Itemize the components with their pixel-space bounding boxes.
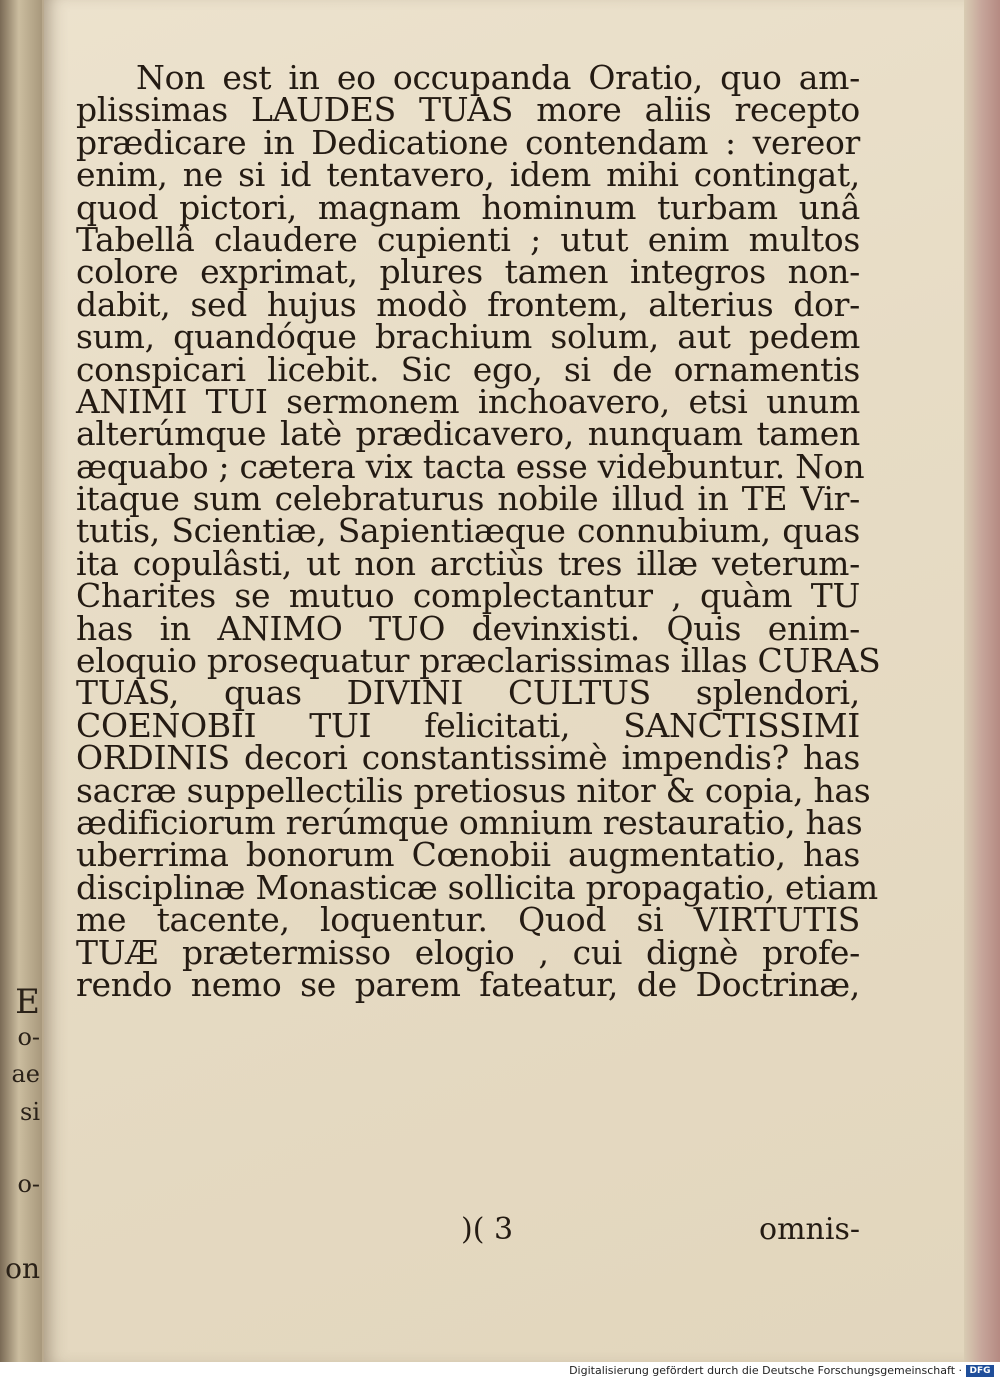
text-line: quod pictori, magnam hominum turbam unâ <box>76 187 860 227</box>
text-line: sum, quandóque brachium solum, aut pedem <box>76 317 860 357</box>
text-line: dabit, sed hujus modò frontem, alterius dor- <box>76 284 860 324</box>
text-line: æquabo ; cætera vix tacta esse videbuntur. Non <box>76 446 865 486</box>
body-text <box>76 58 881 1004</box>
text-line: conspicari licebit. Sic ego, si de ornamentis <box>76 349 860 389</box>
funding-credit: Digitalisierung gefördert durch die Deutsche Forschungsgemeinschaft · <box>569 1364 962 1377</box>
catchword: omnis- <box>759 1212 860 1247</box>
text-line: me tacente, loquentur. Quod si VIRTUTIS <box>76 900 860 940</box>
text-line: itaque sum celebraturus nobile illud in TE Vir- <box>76 479 860 519</box>
facing-page-edge <box>0 0 42 1362</box>
facing-page-fragment: o- <box>17 1170 40 1198</box>
facing-page-fragment: E <box>15 982 40 1022</box>
dfg-logo-icon: DFG <box>966 1365 994 1377</box>
text-line: ORDINIS decori constantissimè impendis? has <box>76 738 860 778</box>
page-footer <box>76 1212 860 1248</box>
text-line: has in ANIMO TUO devinxisti. Quis enim- <box>76 608 860 648</box>
page-edge-right <box>964 0 1000 1362</box>
text-line: tutis, Scientiæ, Sapientiæque connubium, quas <box>76 511 860 551</box>
text-line: rendo nemo se parem fateatur, de Doctrinæ, <box>76 964 860 1004</box>
facing-page-fragment: ae <box>11 1060 40 1088</box>
text-line: uberrima bonorum Cœnobii augmentatio, has <box>76 835 860 875</box>
text-line: ædificiorum rerúmque omnium restauratio, has <box>76 802 863 842</box>
credit-bar <box>0 1362 1000 1381</box>
text-line: alterúmque latè prædicavero, nunquam tamen <box>76 414 860 454</box>
text-line: plissimas LAUDES TUAS more aliis recepto <box>76 90 860 130</box>
text-line: enim, ne si id tentavero, idem mihi contingat, <box>76 155 860 195</box>
text-line: Charites se mutuo complectantur , quàm TU <box>76 576 860 616</box>
signature-mark: )( 3 <box>461 1212 514 1247</box>
facing-page-fragment: si <box>20 1098 40 1126</box>
text-line: Non est in eo occupanda Oratio, quo am- <box>136 58 860 97</box>
text-line: eloquio prosequatur præclarissimas illas CURAS <box>76 641 881 681</box>
facing-page-fragment: o- <box>17 1023 40 1051</box>
text-line: colore exprimat, plures tamen integros non- <box>76 252 860 292</box>
text-line: COENOBII TUI felicitati, SANCTISSIMI <box>76 705 860 745</box>
text-line: Tabellâ claudere cupienti ; utut enim multos <box>76 219 860 259</box>
facing-page-fragment: on <box>5 1252 40 1285</box>
text-line: TUÆ prætermisso elogio , cui dignè profe- <box>76 932 860 972</box>
text-line: prædicare in Dedicatione contendam : vereor <box>76 122 860 162</box>
text-line: sacræ suppellectilis pretiosus nitor & copia, has <box>76 770 871 810</box>
text-line: ANIMI TUI sermonem inchoavero, etsi unum <box>76 381 860 421</box>
text-line: TUAS, quas DIVINI CULTUS splendori, <box>76 673 860 713</box>
text-line: disciplinæ Monasticæ sollicita propagatio, etiam <box>76 867 878 907</box>
text-line: ita copulâsti, ut non arctiùs tres illæ veterum- <box>76 543 860 583</box>
